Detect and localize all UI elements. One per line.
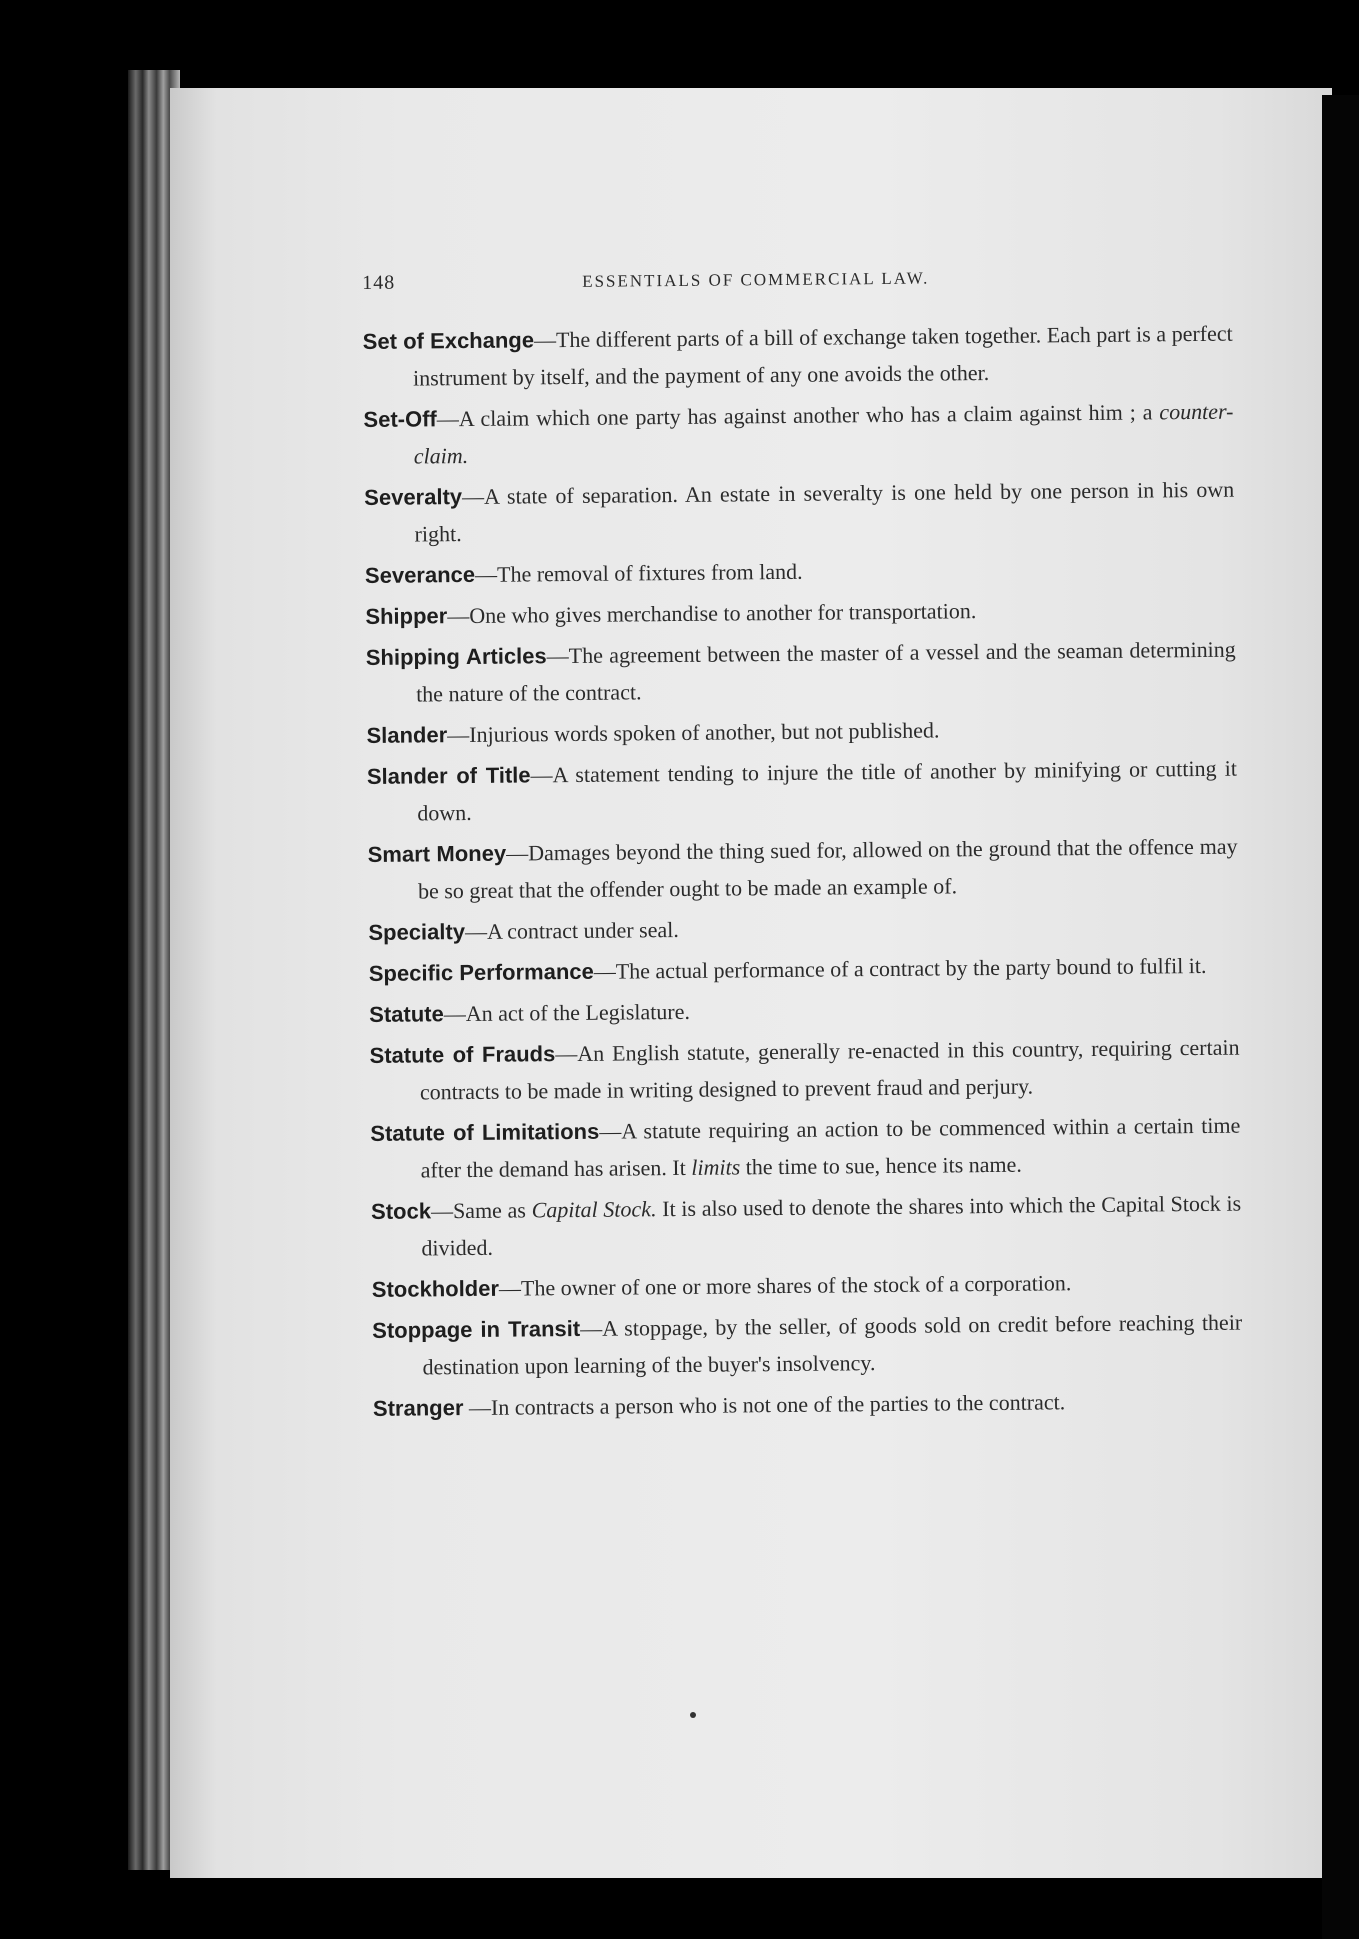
entry-definition: —A stoppage, by the seller, of goods sold on credit before reaching their destination upon learning of the buyer's insolvency. [422, 1309, 1243, 1380]
entry-term: Set-Off [363, 406, 437, 432]
entry-term: Shipping Articles [365, 643, 547, 670]
entry-continuation: the time to sue, hence its name. [740, 1151, 1022, 1180]
glossary-entry [369, 947, 1239, 992]
glossary-entry [366, 631, 1237, 713]
entry-definition: —Injurious words spoken of another, but not published. [447, 717, 940, 748]
running-title: ESSENTIALS OF COMMERCIAL LAW. [582, 268, 930, 291]
glossary-entry [372, 1263, 1242, 1308]
entry-term: Set of Exchange [362, 327, 535, 354]
page-header [362, 257, 1232, 305]
page-content [362, 257, 1243, 1431]
entry-continuation: It is also used to denote the shares into which the Capital Stock is divided. [421, 1190, 1242, 1261]
page-number: 148 [362, 271, 396, 294]
entry-definition: —In contracts a person who is not one of the parties to the contract. [463, 1389, 1066, 1421]
entry-term: Statute [369, 1001, 444, 1027]
entry-connector: a [1135, 399, 1160, 425]
entry-term: Stranger [372, 1395, 464, 1421]
entry-definition: —A statement tending to injure the title of another by minifying or cutting it down. [417, 755, 1237, 826]
entry-definition: —The actual performance of a contract by the party bound to fulfil it. [593, 952, 1207, 984]
entry-definition: —A statute requiring an action to be commenced within a certain time after the demand has arisen. It [420, 1112, 1241, 1183]
glossary-list [363, 315, 1244, 1427]
entry-definition: —The removal of fixtures from land. [474, 558, 803, 587]
entry-definition: —The owner of one or more shares of the stock of a corporation. [498, 1270, 1072, 1301]
entry-italic: Capital Stock. [531, 1196, 657, 1223]
glossary-entry [367, 828, 1238, 910]
entry-italic: counter-claim. [413, 398, 1234, 469]
entry-term: Smart Money [367, 840, 507, 867]
glossary-entry [364, 471, 1235, 553]
entry-definition: —Damages beyond the thing sued for, allowed on the ground that the offence may be so great that the offender ought to be made an example of. [417, 833, 1238, 904]
entry-term: Stoppage in Transit [372, 1315, 581, 1343]
glossary-entry [367, 750, 1238, 832]
entry-term: Severance [364, 561, 476, 588]
glossary-entry [365, 549, 1235, 594]
glossary-entry [363, 393, 1234, 475]
entry-definition: —An English statute, generally re-enacted in this country, requiring certain contracts to be made in writing designed to prevent fraud and perjury. [419, 1034, 1240, 1105]
glossary-entry [368, 906, 1238, 951]
entry-term: Stock [370, 1198, 432, 1224]
entry-term: Slander [366, 722, 448, 748]
entry-definition: —A claim which one party has against another who has a claim against him ; [436, 399, 1136, 432]
glossary-entry [363, 315, 1234, 397]
entry-term: Statute of Limitations [370, 1118, 600, 1146]
entry-term: Slander of Title [366, 762, 531, 789]
glossary-entry [372, 1304, 1243, 1386]
glossary-entry [373, 1382, 1243, 1427]
entry-term: Stockholder [371, 1275, 500, 1302]
entry-term: Specific Performance [368, 958, 594, 986]
entry-term: Specialty [368, 919, 466, 945]
glossary-entry [369, 988, 1239, 1033]
entry-definition: —One who gives merchandise to another for transportation. [447, 598, 977, 629]
glossary-entry [365, 590, 1235, 635]
entry-term: Severalty [364, 484, 463, 510]
entry-definition: —An act of the Legislature. [443, 998, 691, 1027]
glossary-entry [369, 1029, 1240, 1111]
entry-definition: —The different parts of a bill of exchange taken together. Each part is a perfect instrument by itself, and the payment of any one avoids the other. [412, 320, 1233, 391]
entry-term: Statute of Frauds [369, 1041, 556, 1068]
glossary-entry [371, 1185, 1242, 1267]
entry-definition: —A contract under seal. [464, 916, 679, 945]
entry-definition: —The agreement between the master of a vessel and the seaman determining the nature of the contract. [416, 636, 1236, 707]
ink-speck [690, 1712, 696, 1718]
entry-definition: —Same as [430, 1197, 527, 1224]
right-shadow [1322, 95, 1359, 1939]
glossary-entry [366, 709, 1236, 754]
glossary-entry [370, 1107, 1241, 1189]
entry-italic: limits [691, 1154, 741, 1180]
entry-term: Shipper [365, 603, 448, 629]
entry-definition: —A state of separation. An estate in severalty is one held by one person in his own right. [414, 476, 1235, 547]
